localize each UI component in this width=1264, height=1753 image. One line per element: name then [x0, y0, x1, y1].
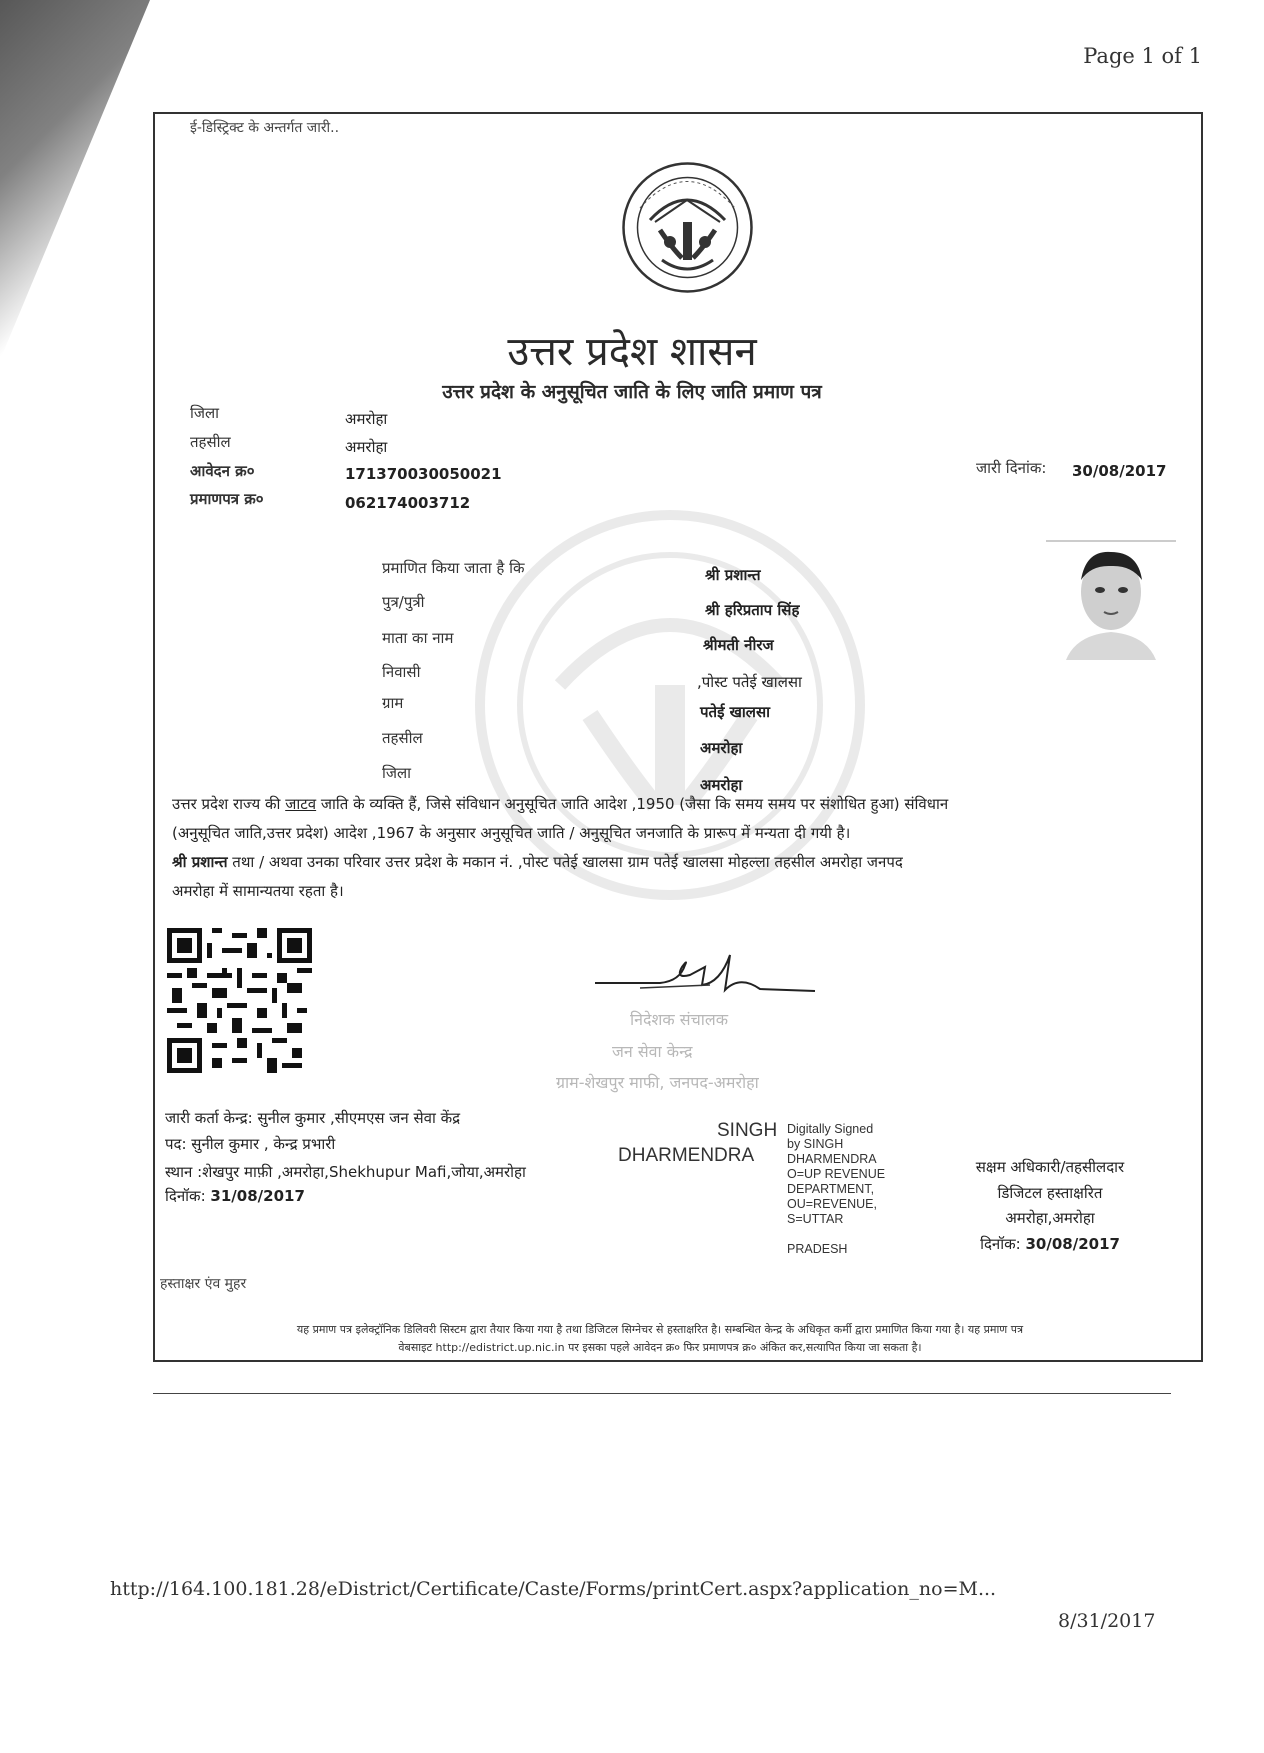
- body-line-1: उत्तर प्रदेश राज्य की जाटव जाति के व्यक्ति हैं, जिसे संविधान अनुसूचित जाति आदेश ,1950 (जैसा कि समय समय पर संशोधित हुआ) संविधान: [172, 795, 949, 813]
- applicant-photo-icon: [1046, 540, 1176, 660]
- body-applicant-name: श्री प्रशान्त: [172, 853, 228, 871]
- up-government-emblem-icon: [620, 160, 755, 295]
- detail-value-village: पतेई खालसा: [700, 703, 771, 721]
- detail-value-name: श्री प्रशान्त: [705, 566, 761, 584]
- district-value: अमरोहा: [345, 410, 388, 428]
- body-line-2: (अनुसूचित जाति,उत्तर प्रदेश) आदेश ,1967 के अनुसार अनुसूचित जाति / अनुसूचित जनजाति के प्रारूप में मन्यता दी गयी है।: [172, 824, 851, 842]
- digital-signer-name: DHARMENDRA: [618, 1145, 755, 1166]
- detail-label: प्रमाणित किया जाता है कि: [382, 559, 525, 577]
- faded-stamp-line: जन सेवा केन्द्र: [612, 1042, 693, 1061]
- footnote-line-2: वेबसाइट http://edistrict.up.nic.in पर इसका पहले आवेदन क्र० फिर प्रमाणपत्र क्र० अंकित कर,सत्यापित किया जा सकता है।: [398, 1341, 922, 1354]
- caste-name: जाटव: [285, 795, 317, 813]
- page-number: Page 1 of 1: [1083, 44, 1202, 68]
- issuer-center: जारी कर्ता केन्द्र: सुनील कुमार ,सीएमएस जन सेवा केंद्र: [165, 1109, 461, 1127]
- print-date: 8/31/2017: [1058, 1610, 1156, 1632]
- certificate-title: उत्तर प्रदेश शासन: [507, 329, 757, 375]
- detail-label: निवासी: [382, 663, 421, 681]
- detail-label: तहसील: [382, 729, 423, 747]
- certificate-number-value: 062174003712: [345, 494, 471, 512]
- issue-date-label: जारी दिनांक:: [976, 459, 1047, 477]
- digital-signature-info: Digitally Signed by SINGH DHARMENDRA O=UP REVENUE DEPARTMENT, OU=REVENUE, S=UTTAR PRADESH: [787, 1122, 886, 1256]
- application-number-label: आवेदन क्र०: [190, 462, 255, 480]
- authority-title: सक्षम अधिकारी/तहसीलदार: [975, 1158, 1125, 1176]
- qr-code-icon: [167, 928, 312, 1073]
- signature-seal-label: हस्ताक्षर एंव मुहर: [160, 1276, 247, 1292]
- issuer-date: दिनॉक: 31/08/2017: [165, 1187, 305, 1205]
- authority-date: दिनॉक: 30/08/2017: [980, 1235, 1120, 1253]
- tehsil-label: तहसील: [190, 433, 231, 451]
- detail-value-district: अमरोहा: [700, 776, 743, 794]
- detail-value-tehsil: अमरोहा: [700, 739, 743, 757]
- issuer-place: स्थान :शेखपुर माफ़ी ,अमरोहा,Shekhupur Mafi,जोया,अमरोहा: [165, 1163, 526, 1181]
- digital-signer-name: SINGH: [717, 1120, 778, 1141]
- detail-label: माता का नाम: [382, 629, 454, 647]
- frame-bottom-rule: [153, 1393, 1171, 1394]
- issue-date-value: 30/08/2017: [1072, 462, 1167, 480]
- detail-label: पुत्र/पुत्री: [382, 593, 425, 611]
- faded-stamp-line: निदेशक संचालक: [630, 1010, 729, 1029]
- handwritten-signature-icon: [590, 945, 820, 1005]
- body-line-3: श्री प्रशान्त तथा / अथवा उनका परिवार उत्तर प्रदेश के मकान नं. ,पोस्ट पतेई खालसा ग्राम पतेई खालसा मोहल्ला तहसील अमरोहा जनपद: [172, 853, 903, 871]
- detail-label: ग्राम: [382, 694, 404, 712]
- detail-value-mother: श्रीमती नीरज: [703, 636, 774, 654]
- issuer-post: पद: सुनील कुमार , केन्द्र प्रभारी: [165, 1135, 336, 1153]
- detail-value-father: श्री हरिप्रताप सिंह: [705, 601, 800, 619]
- certificate-subtitle: उत्तर प्रदेश के अनुसूचित जाति के लिए जाति प्रमाण पत्र: [442, 381, 822, 403]
- body-line-4: अमरोहा में सामान्यतया रहता है।: [172, 882, 344, 900]
- authority-location: अमरोहा,अमरोहा: [1005, 1209, 1095, 1227]
- authority-digital: डिजिटल हस्ताक्षरित: [997, 1184, 1103, 1202]
- certificate-number-label: प्रमाणपत्र क्र०: [190, 490, 264, 508]
- detail-label: जिला: [382, 764, 412, 782]
- scan-edge-shadow: [0, 0, 150, 360]
- edistrict-note: ई-डिस्ट्रिक्ट के अन्तर्गत जारी..: [190, 120, 340, 136]
- detail-value-residence: ,पोस्ट पतेई खालसा: [697, 673, 802, 691]
- print-url: http://164.100.181.28/eDistrict/Certificate/Caste/Forms/printCert.aspx?application_no=M...: [110, 1578, 997, 1600]
- tehsil-value: अमरोहा: [345, 438, 388, 456]
- district-label: जिला: [190, 404, 220, 422]
- faded-stamp-line: ग्राम-शेखपुर माफी, जनपद-अमरोहा: [556, 1073, 759, 1092]
- application-number-value: 171370030050021: [345, 465, 502, 483]
- certificate-body: [172, 790, 1152, 906]
- footnote-line-1: यह प्रमाण पत्र इलेक्ट्रॉनिक डिलिवरी सिस्टम द्वारा तैयार किया गया है तथा डिजिटल सिग्नेचर से हस्ताक्षरित है। सम्बन्धित केन्द्र के अधिकृत कर्मी द्वारा प्रमाणित किया गया है। यह प्रमाण पत्र: [296, 1323, 1024, 1336]
